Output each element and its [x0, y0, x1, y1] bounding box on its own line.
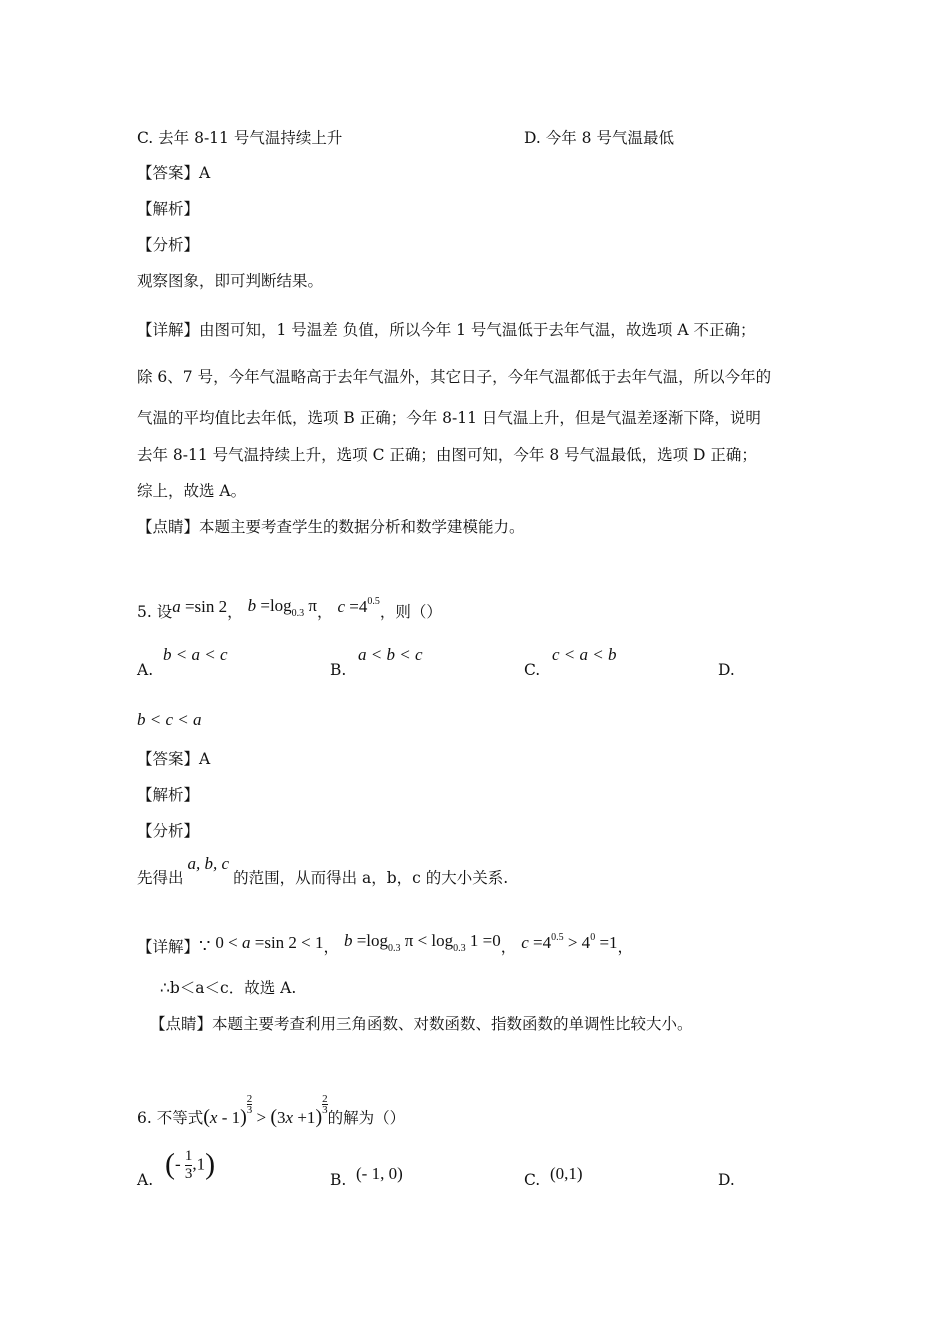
q5-def-b: $b =\log_{0.3}$ π	[247, 596, 318, 619]
q4-detail-2: 除 6、7 号，今年气温略高于去年气温外，其它日子，今年气温都低于去年气温，所以今年的	[137, 368, 772, 386]
q4-detail-3: 气温的平均值比去年低，选项 B 正确；今年 8-11 日气温上升，但是气温差逐渐下降，说明	[137, 409, 761, 427]
q6-option-c-expr: (0,1)	[550, 1164, 583, 1183]
q5-sep2: ，	[317, 603, 333, 621]
q6-inequality: (x - 1) $\frac{2}{3}$ > (3x +1) $\frac{2}{3}$	[203, 1093, 328, 1128]
q4-dianjing: 【点睛】本题主要考查学生的数据分析和数学建模能力。	[137, 518, 525, 536]
q5-therefore: ∴b＜a＜c．故选 A.	[160, 979, 297, 997]
because-symbol: ∵	[199, 936, 211, 957]
q5-option-c-expr: c < a < b	[552, 645, 617, 664]
q5-option-a: A. b < a < c	[137, 645, 228, 679]
q4-detail-5: 综上，故选 A。	[137, 482, 247, 500]
q5-sep1: ，	[227, 603, 243, 621]
q5-detail-a: 0 < a =sin 2 < 1	[215, 933, 324, 952]
q5-detail-c: $c =4^{0.5} > 4^0 =1$	[521, 932, 618, 952]
q5-detail: 【详解】∵ 0 < a =sin 2 < 1， $b =\log_{0.3}$ $\pi < \log_{0.3} 1 =0$， $c =4^{0.5} > 4^0 =1$，	[137, 931, 634, 957]
q6-option-a-expr: (- $\frac{1}{3}$ ,1)	[165, 1147, 216, 1182]
q6-option-a: A. (- $\frac{1}{3}$ ,1)	[137, 1147, 216, 1189]
q5-fenxi-abc: a, b, c	[187, 854, 230, 873]
q5-option-d: D.	[718, 661, 735, 679]
q4-detail-1: 【详解】由图可知，1 号温差 负值，所以今年 1 号气温低于去年气温，故选项 A 不正确；	[137, 321, 756, 339]
q5-answer: 【答案】A	[137, 750, 211, 768]
q6-option-c: C. (0,1)	[524, 1164, 583, 1189]
q5-def-c: $c =4^{0.5}$	[337, 596, 380, 616]
q4-answer: 【答案】A	[137, 164, 211, 182]
q5-option-a-expr: b < a < c	[163, 645, 228, 664]
q4-detail-4: 去年 8-11 号气温持续上升，选项 C 正确；由图可知，今年 8 号气温最低，选项 D 正确；	[137, 446, 757, 464]
q4-option-d: D. 今年 8 号气温最低	[524, 129, 674, 147]
q4-option-c: C. 去年 8-11 号气温持续上升	[137, 129, 343, 147]
q5-stem	[137, 592, 442, 624]
q5-option-b-expr: a < b < c	[358, 645, 423, 664]
q6-stem: 6. 不等式(x - 1) $\frac{2}{3}$ > (3x +1) $\frac{2}{3}$ 的解为（）	[137, 1093, 406, 1128]
q5-def-a: a =sin 2	[172, 597, 228, 616]
q5-option-d-expr: b < c < a	[137, 710, 202, 729]
q4-fenxi-text: 观察图象，即可判断结果。	[137, 272, 324, 290]
q5-option-b: B. a < b < c	[330, 645, 423, 679]
q5-suffix: ，则（）	[379, 603, 442, 621]
q5-analysis-head: 【解析】	[137, 786, 200, 804]
q4-fenxi-head: 【分析】	[137, 236, 200, 254]
q5-fenxi-head: 【分析】	[137, 822, 200, 840]
q5-prefix: 5. 设	[137, 603, 173, 621]
q6-option-b-expr: (- 1, 0)	[356, 1164, 403, 1183]
q4-analysis-head: 【解析】	[137, 200, 200, 218]
q6-option-d: D.	[718, 1171, 735, 1189]
q5-dianjing: 【点睛】本题主要考查利用三角函数、对数函数、指数函数的单调性比较大小。	[150, 1015, 693, 1033]
q5-option-c: C. c < a < b	[524, 645, 617, 679]
q5-detail-b: $b =\log_{0.3}$ $\pi < \log_{0.3} 1 =0$	[343, 931, 501, 954]
q6-option-b: B. (- 1, 0)	[330, 1164, 403, 1189]
q5-fenxi: 先得出a, b, c的范围，从而得出 a，b，c 的大小关系.	[137, 854, 509, 887]
